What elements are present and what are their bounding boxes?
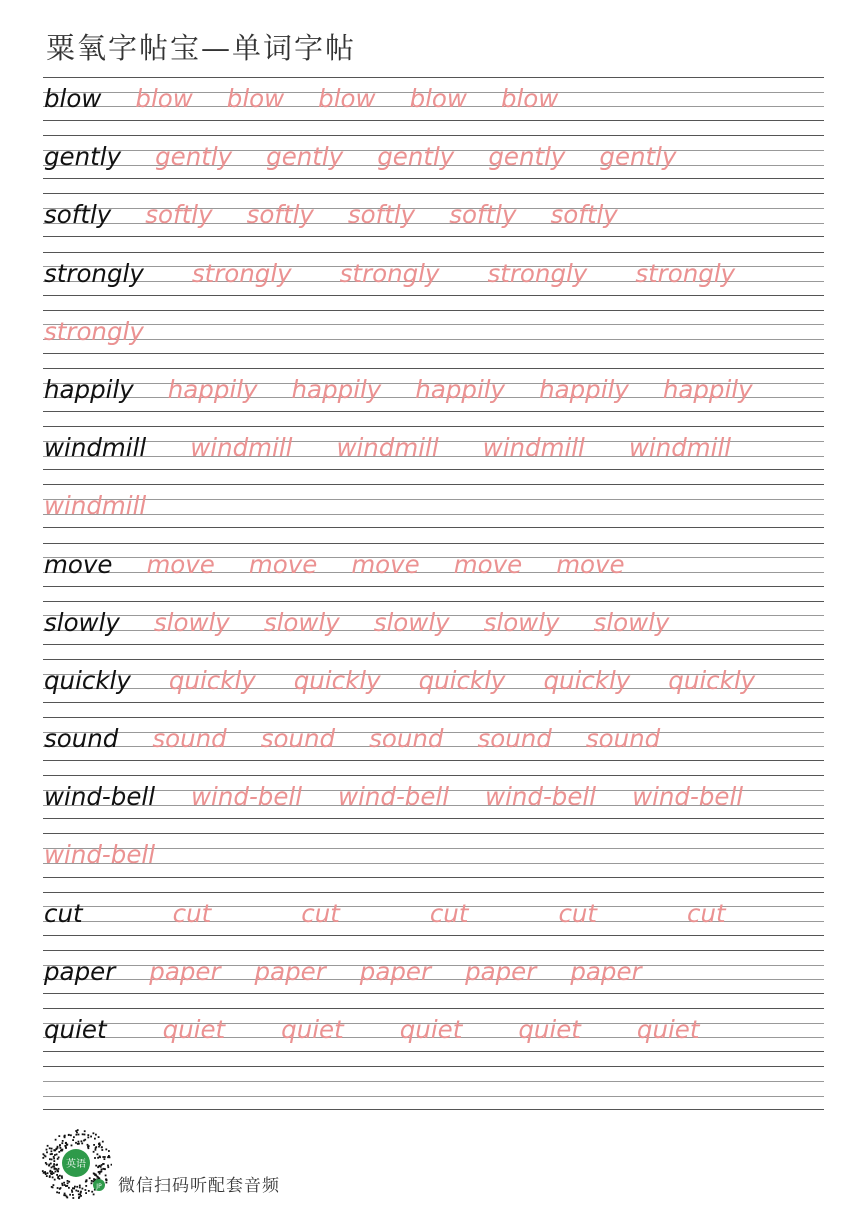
ruling-line <box>43 252 824 253</box>
trace-word: blow <box>226 84 285 113</box>
row-words <box>44 1010 699 1050</box>
model-word: quiet <box>44 1015 107 1044</box>
qr-corner-label: JP <box>96 1183 102 1190</box>
page-title: 粟氧字帖宝—单词字帖 <box>46 31 357 65</box>
model-word: quickly <box>44 665 131 695</box>
ruling-line <box>43 310 824 311</box>
trace-word: wind-bell <box>632 782 744 812</box>
model-word: happily <box>44 374 134 404</box>
model-word: blow <box>44 84 102 113</box>
trace-word: happily <box>539 374 629 404</box>
trace-word: strongly <box>44 316 144 346</box>
practice-row <box>43 935 824 993</box>
handwriting-sheet <box>43 62 824 1109</box>
trace-word: windmill <box>628 433 732 463</box>
trace-word: move <box>453 549 523 579</box>
trace-word: paper <box>254 956 326 986</box>
practice-row <box>43 353 824 411</box>
row-words <box>44 603 669 643</box>
trace-word: cut <box>687 898 726 928</box>
trace-word: quiet <box>281 1015 344 1044</box>
trace-word: wind-bell <box>44 840 156 870</box>
footer-caption: 微信扫码听配套音频 <box>118 1176 280 1196</box>
model-word: wind-bell <box>44 782 156 812</box>
trace-word: quickly <box>418 665 506 695</box>
trace-word: happily <box>415 374 506 404</box>
practice-row <box>43 528 824 586</box>
ruling-line <box>43 77 824 78</box>
practice-row <box>43 178 824 236</box>
ruling-line <box>43 833 824 834</box>
row-words <box>44 719 660 759</box>
row-words <box>44 254 735 294</box>
ruling-line <box>43 601 824 602</box>
trace-word: wind-bell <box>338 782 450 812</box>
trace-word: gently <box>488 142 566 172</box>
ruling-line <box>43 950 824 951</box>
trace-word: slowly <box>593 607 670 637</box>
practice-row <box>43 993 824 1051</box>
trace-word: windmill <box>44 491 147 521</box>
ruling-line <box>43 368 824 369</box>
ruling-line <box>43 863 824 864</box>
practice-row <box>43 62 824 120</box>
model-word: strongly <box>44 258 144 288</box>
trace-word: sound <box>477 724 552 754</box>
trace-word: cut <box>558 898 598 928</box>
practice-row <box>43 877 824 935</box>
row-words <box>44 661 755 701</box>
ruling-line <box>43 659 824 660</box>
row-words <box>44 894 726 934</box>
trace-word: windmill <box>336 433 439 463</box>
trace-word: slowly <box>153 607 230 637</box>
trace-word: paper <box>570 956 642 986</box>
trace-word: wind-bell <box>191 782 303 812</box>
trace-word: blow <box>135 84 193 113</box>
ruling-line <box>43 543 824 544</box>
ruling-line <box>43 339 824 340</box>
trace-word: quickly <box>293 665 381 695</box>
trace-word: quickly <box>668 665 756 695</box>
trace-word: sound <box>260 724 336 754</box>
model-word: sound <box>44 724 119 754</box>
trace-word: paper <box>149 956 221 986</box>
row-words <box>44 545 625 585</box>
trace-word: sound <box>369 724 444 754</box>
ruling-line <box>43 426 824 427</box>
trace-word: slowly <box>263 607 340 637</box>
trace-word: cut <box>301 898 340 928</box>
model-word: gently <box>44 142 122 172</box>
trace-word: windmill <box>482 433 585 463</box>
practice-row <box>43 586 824 644</box>
qr-code-icon <box>40 1127 112 1199</box>
practice-row <box>43 237 824 295</box>
trace-word: move <box>248 549 318 579</box>
row-words <box>44 952 642 992</box>
trace-word: quickly <box>543 665 631 695</box>
ruling-line <box>43 1109 824 1110</box>
model-word: windmill <box>44 433 147 463</box>
trace-word: quiet <box>636 1015 700 1044</box>
trace-word: slowly <box>373 607 450 637</box>
model-word: paper <box>44 956 116 986</box>
trace-word: happily <box>291 374 382 404</box>
practice-row <box>43 411 824 469</box>
row-words <box>44 370 753 410</box>
trace-word: softly <box>347 200 416 230</box>
row-words <box>44 79 558 119</box>
row-words <box>44 312 144 352</box>
trace-word: quiet <box>518 1015 581 1044</box>
ruling-line <box>43 848 824 849</box>
trace-word: strongly <box>487 258 588 288</box>
ruling-line <box>43 775 824 776</box>
trace-word: softly <box>449 200 517 230</box>
model-word: move <box>44 549 113 579</box>
trace-word: gently <box>155 142 233 172</box>
row-words <box>44 486 146 526</box>
trace-word: blow <box>409 84 467 113</box>
trace-word: softly <box>246 200 314 230</box>
ruling-line <box>43 193 824 194</box>
trace-word: move <box>351 549 420 579</box>
model-word: softly <box>44 200 112 230</box>
practice-row <box>43 1051 824 1109</box>
trace-word: strongly <box>191 258 292 288</box>
ruling-line <box>43 1081 824 1082</box>
row-words <box>44 195 618 235</box>
ruling-line <box>43 514 824 515</box>
trace-word: move <box>556 549 625 579</box>
trace-word: strongly <box>635 258 736 288</box>
ruling-line <box>43 892 824 893</box>
trace-word: strongly <box>339 258 440 288</box>
row-words <box>44 428 731 468</box>
footer <box>40 1127 440 1197</box>
trace-word: move <box>146 549 215 579</box>
ruling-line <box>43 1096 824 1097</box>
ruling-line <box>43 717 824 718</box>
trace-word: cut <box>172 898 212 928</box>
practice-row <box>43 760 824 818</box>
trace-word: sound <box>152 724 227 754</box>
row-words <box>44 835 155 875</box>
trace-word: blow <box>500 84 559 113</box>
trace-word: paper <box>359 956 432 986</box>
trace-word: slowly <box>483 607 560 637</box>
ruling-line <box>43 499 824 500</box>
ruling-line <box>43 135 824 136</box>
trace-word: softly <box>550 200 618 230</box>
practice-row <box>43 818 824 876</box>
trace-word: sound <box>585 724 661 754</box>
model-word: slowly <box>44 607 120 637</box>
ruling-line <box>43 1008 824 1009</box>
ruling-line <box>43 484 824 485</box>
trace-word: softly <box>145 200 213 230</box>
practice-row <box>43 469 824 527</box>
row-words <box>44 137 676 177</box>
trace-word: windmill <box>190 433 293 463</box>
trace-word: quiet <box>162 1015 226 1044</box>
row-words <box>44 777 743 817</box>
trace-word: paper <box>465 956 537 986</box>
trace-word: quiet <box>399 1015 463 1044</box>
trace-word: gently <box>377 142 455 172</box>
ruling-line <box>43 324 824 325</box>
practice-row <box>43 295 824 353</box>
trace-word: quickly <box>168 665 256 695</box>
qr-badge-label: 英语 <box>66 1159 86 1170</box>
trace-word: wind-bell <box>485 782 597 812</box>
trace-word: blow <box>318 84 376 113</box>
trace-word: happily <box>167 374 258 404</box>
model-word: cut <box>44 898 83 928</box>
trace-word: gently <box>599 142 677 172</box>
trace-word: gently <box>266 142 344 172</box>
trace-word: happily <box>662 374 753 404</box>
practice-row <box>43 644 824 702</box>
practice-row <box>43 702 824 760</box>
practice-row <box>43 120 824 178</box>
ruling-line <box>43 1066 824 1067</box>
trace-word: cut <box>429 898 469 928</box>
